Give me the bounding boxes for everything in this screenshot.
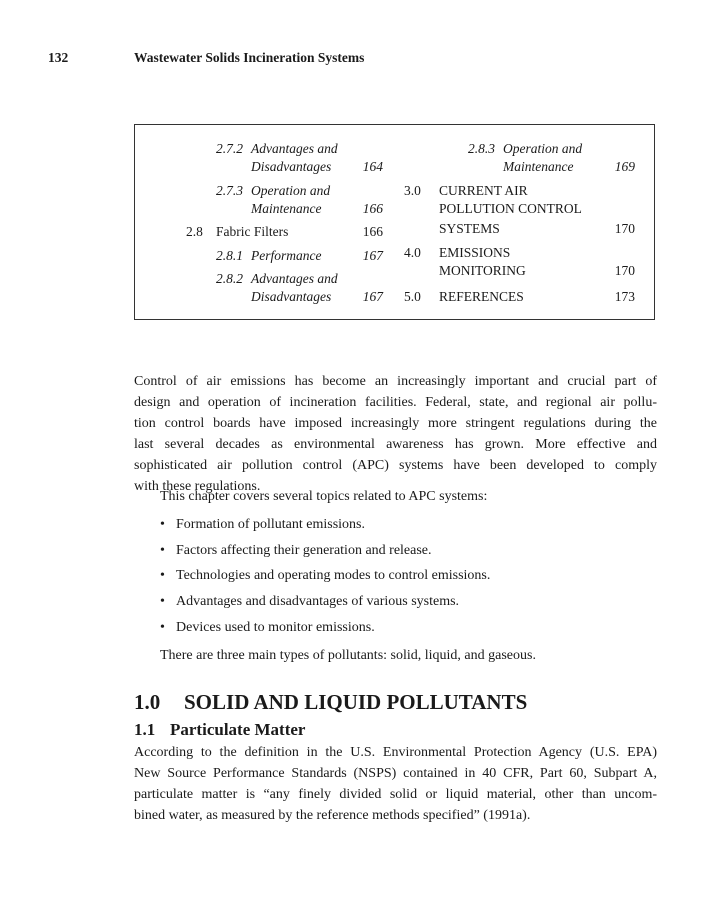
text-line: with these regulations. <box>134 479 261 494</box>
section-number: 1.0 <box>134 690 161 714</box>
toc-entry-title: POLLUTION CONTROL <box>439 201 582 216</box>
bullet-icon: • <box>160 568 165 583</box>
text-line: tion control boards have imposed increasingly more stringent regulations during the <box>134 416 657 431</box>
toc-entry-title: Maintenance <box>503 159 574 174</box>
toc-entry-number: 4.0 <box>404 245 421 260</box>
subsection-heading <box>134 720 305 740</box>
toc-entry-page: 164 <box>362 159 383 174</box>
list-item-text: Factors affecting their generation and release. <box>176 543 432 558</box>
subsection-number: 1.1 <box>134 720 156 739</box>
list-item <box>160 543 432 559</box>
list-item-text: Advantages and disadvantages of various systems. <box>176 594 460 609</box>
toc-entry-title: MONITORING <box>439 263 526 278</box>
topics-lead-sentence: This chapter covers several topics related to APC systems: <box>160 489 488 504</box>
list-item-text: Devices used to monitor emissions. <box>176 620 375 635</box>
toc-entry-title: SYSTEMS <box>439 221 500 236</box>
list-item-text: Formation of pollutant emissions. <box>176 517 365 532</box>
toc-entry-number: 2.8.1 <box>216 248 243 263</box>
list-item <box>160 594 459 610</box>
text-line: According to the definition in the U.S. Environmental Protection Agency (U.S. EPA) <box>134 745 657 760</box>
running-header-title: Wastewater Solids Incineration Systems <box>134 50 365 65</box>
toc-entry-number: 2.8 <box>186 224 203 239</box>
toc-entry-title: EMISSIONS <box>439 245 511 260</box>
list-item <box>160 568 490 584</box>
toc-entry-number: 2.8.2 <box>216 271 243 286</box>
toc-entry-title: Operation and <box>503 141 583 156</box>
toc-entry-page: 167 <box>362 248 383 263</box>
bullet-icon: • <box>160 620 165 635</box>
page-number: 132 <box>48 50 69 65</box>
pollutant-types-sentence: There are three main types of pollutants: solid, liquid, and gaseous. <box>160 648 536 663</box>
toc-entry-number: 5.0 <box>404 289 421 304</box>
bullet-icon: • <box>160 543 165 558</box>
list-item-text: Technologies and operating modes to control emissions. <box>176 568 491 583</box>
toc-entry-page: 170 <box>614 221 635 236</box>
toc-entry-title: CURRENT AIR <box>439 183 528 198</box>
definition-paragraph <box>134 742 657 826</box>
toc-entry-title: REFERENCES <box>439 289 524 304</box>
toc-entry-number: 2.7.3 <box>216 183 243 198</box>
intro-paragraph <box>134 371 657 497</box>
toc-entry-title: Operation and <box>251 183 331 198</box>
section-title: SOLID AND LIQUID POLLUTANTS <box>184 690 528 714</box>
toc-entry-title: Fabric Filters <box>216 224 289 239</box>
toc-entry-page: 173 <box>614 289 635 304</box>
toc-entry-number: 3.0 <box>404 183 421 198</box>
toc-entry-page: 169 <box>614 159 635 174</box>
text-line: design and operation of incineration facilities. Federal, state, and regional air pollu- <box>134 395 657 410</box>
toc-entry-title: Maintenance <box>251 201 322 216</box>
toc-entry-page: 166 <box>362 201 383 216</box>
text-line: New Source Performance Standards (NSPS) contained in 40 CFR, Part 60, Subpart A, <box>134 766 657 781</box>
toc-entry-title: Advantages and <box>251 141 338 156</box>
text-line: particulate matter is “any finely divided solid or liquid material, other than uncom- <box>134 787 657 802</box>
text-line: sophisticated air pollution control (APC) systems have been developed to comply <box>134 458 657 473</box>
toc-box <box>134 124 655 320</box>
toc-entry-title: Performance <box>251 248 322 263</box>
toc-entry-page: 170 <box>614 263 635 278</box>
toc-entry-title: Disadvantages <box>251 289 332 304</box>
text-line: Control of air emissions has become an increasingly important and crucial part of <box>134 374 657 389</box>
toc-entry-page: 167 <box>362 289 383 304</box>
subsection-title: Particulate Matter <box>170 720 306 739</box>
bullet-icon: • <box>160 594 165 609</box>
toc-entry-number: 2.8.3 <box>468 141 495 156</box>
toc-entry-title: Disadvantages <box>251 159 332 174</box>
section-heading <box>134 690 527 715</box>
text-line: bined water, as measured by the reference methods specified” (1991a). <box>134 808 531 823</box>
bullet-icon: • <box>160 517 165 532</box>
list-item <box>160 517 365 533</box>
list-item <box>160 620 375 636</box>
toc-entry-page: 166 <box>362 224 383 239</box>
toc-entry-number: 2.7.2 <box>216 141 243 156</box>
text-line: last several decades as environmental awareness has grown. More effective and <box>134 437 657 452</box>
toc-entry-title: Advantages and <box>251 271 338 286</box>
